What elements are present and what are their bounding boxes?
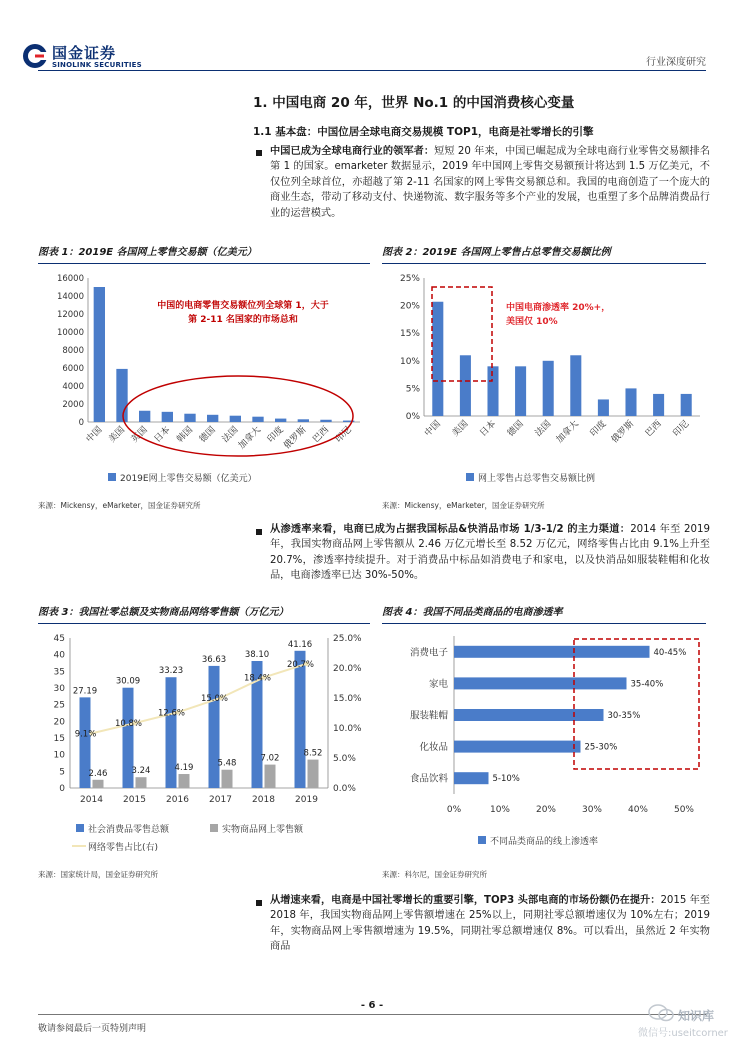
y-tick-label: 25% [399,274,420,284]
report-type-tag: 行业深度研究 [646,57,706,68]
bullet-icon [256,150,262,156]
data-label-online-share: 18.4% [243,673,272,684]
data-label: 35-40% [630,679,664,690]
x-tick-label: 加拿大 [554,419,581,446]
category-label: 消费电子 [409,647,448,659]
bar-德国 [207,415,218,422]
bar-online-retail-2018 [265,765,276,788]
x-tick-label: 40% [627,805,649,815]
y-tick-label: 40 [53,650,65,661]
wechat-watermark-icon [648,1004,674,1022]
bullet-icon [256,529,262,535]
data-label-online-share: 10.8% [114,719,143,730]
bar-巴西 [320,420,331,422]
bar-美国 [460,355,471,416]
sinolink-logo-icon [22,43,48,69]
bar-食品饮料 [454,772,489,784]
data-label: 25-30% [584,742,618,753]
x-tick-label: 印尼 [671,419,692,439]
legend-label: 网上零售占总零售交易额比例 [478,474,596,484]
x-tick-label: 日本 [152,425,173,445]
paragraph-leader [270,144,710,221]
y2-tick-label: 10.0% [333,724,362,734]
x-tick-label: 德国 [197,425,218,445]
figure-3-chart [38,626,370,866]
footer-divider [38,1014,706,1015]
bar-英国 [139,411,150,422]
bar-online-retail-2015 [136,777,147,788]
bar-美国 [116,369,127,422]
bullet-icon [256,900,262,906]
watermark-account: 微信号:useitcorner [638,1028,728,1039]
y2-tick-label: 20.0% [333,664,362,674]
figure-2-source: 来源：Mickensy，eMarketer，国金证券研究所 [382,501,545,510]
bar-加拿大 [570,355,581,416]
figure-4-source: 来源：科尔尼，国金证券研究所 [382,870,487,879]
data-label-retail-total: 36.63 [201,654,227,665]
x-tick-label: 2014 [80,795,103,805]
bar-online-retail-2019 [308,760,319,788]
y-tick-label: 15 [53,734,65,744]
y-tick-label: 25 [53,700,65,711]
legend-label-online-retail: 实物商品网上零售额 [222,825,304,835]
data-label: 5-10% [492,774,520,785]
x-tick-label: 英国 [129,425,150,445]
paragraph-lead: 中国已成为全球电商行业的领军者： [270,146,435,157]
data-label-online-share: 12.6% [157,708,186,719]
figure-3-source: 来源：国家统计局，国金证券研究所 [38,870,158,879]
x-tick-label: 中国 [423,419,443,439]
y-tick-label: 20 [53,717,65,728]
bar-法国 [230,416,241,422]
x-tick-label: 法国 [533,419,554,439]
x-tick-label: 德国 [505,419,526,439]
figure-3-title: 图表 3：我国社零总额及实物商品网络零售额（万亿元） [38,607,289,618]
data-label-online-retail: 7.02 [260,753,280,764]
bar-德国 [515,366,526,416]
y-tick-label: 4000 [62,382,84,392]
y-tick-label: 20% [399,301,420,312]
x-tick-label: 10% [489,805,511,815]
x-tick-label: 加拿大 [236,425,264,452]
data-label-online-share: 20.7% [286,659,315,670]
y-tick-label: 16000 [56,274,84,284]
legend-swatch [478,836,486,844]
x-tick-label: 巴西 [311,425,332,445]
annotation-line-2: 第 2-11 名国家的市场总和 [188,315,298,325]
bar-中国 [432,302,443,416]
x-tick-label: 2018 [252,795,275,805]
bar-加拿大 [252,417,263,422]
figure-4-rule [382,623,706,624]
figure-2-title: 图表 2：2019E 各国网上零售占总零售交易额比例 [382,247,611,258]
y-tick-label: 10000 [56,328,84,338]
y-tick-label: 2000 [62,400,84,410]
bar-消费电子 [454,646,650,658]
bar-印尼 [681,394,692,416]
data-label-online-retail: 8.52 [303,748,323,759]
x-tick-label: 20% [535,805,557,815]
bar-online-retail-2014 [93,780,104,788]
figure-1-title: 图表 1：2019E 各国网上零售交易额（亿美元） [38,247,257,258]
bar-印度 [275,419,286,422]
figure-2-rule [382,263,706,264]
x-tick-label: 法国 [220,425,241,445]
bar-巴西 [653,394,664,416]
y-tick-label: 35 [53,667,65,678]
x-tick-label: 日本 [478,419,499,439]
x-tick-label: 30% [581,805,603,815]
section-subtitle: 1.1 基本盘：中国位居全球电商交易规模 TOP1，电商是社零增长的引擎 [253,126,594,138]
x-tick-label: 俄罗斯 [609,419,637,446]
legend-swatch [108,473,116,481]
x-tick-label: 巴西 [643,419,664,439]
y2-tick-label: 25.0% [333,634,362,644]
figure-1-source: 来源：Mickensy，eMarketer，国金证券研究所 [38,501,201,510]
y-tick-label: 45 [53,634,65,644]
figure-4-title: 图表 4：我国不同品类商品的电商渗透率 [382,607,563,618]
y-tick-label: 5% [405,384,420,395]
figure-3-rule [38,623,370,624]
figure-4-chart [382,626,706,866]
bar-印度 [598,399,609,416]
bar-家电 [454,677,627,689]
paragraph-lead: 从增速来看，电商是中国社零增长的重要引擎，TOP3 头部电商的市场份额仍在提升： [270,895,661,906]
y-tick-label: 0% [405,412,420,422]
y-tick-label: 10 [53,750,65,761]
legend-swatch-online-retail [210,824,218,832]
y-tick-label: 6000 [62,364,84,374]
section-title: 1. 中国电商 20 年，世界 No.1 的中国消费核心变量 [253,95,575,111]
x-tick-label: 2019 [295,795,318,805]
x-tick-label: 2016 [166,795,189,805]
data-label-online-share: 15.0% [200,694,229,704]
y-tick-label: 10% [399,356,420,367]
category-label: 家电 [428,678,448,690]
bar-日本 [162,412,173,422]
data-label-retail-total: 27.19 [72,686,98,697]
watermark-brand: 知识库 [678,1009,715,1023]
x-tick-label: 俄罗斯 [282,425,309,452]
paragraph-growth [270,893,710,955]
x-tick-label: 50% [673,805,695,815]
data-label-online-retail: 2.46 [88,768,108,779]
data-label: 30-35% [607,711,641,721]
bar-中国 [94,287,105,422]
category-label: 服装鞋帽 [409,710,448,722]
figure-2-chart [382,266,706,496]
y-tick-label: 14000 [56,292,84,302]
logo-chinese-name: 国金证券 [52,44,117,62]
y-tick-label: 30 [53,684,65,694]
header-divider [38,70,706,71]
y-tick-label: 5 [59,767,65,778]
category-label: 食品饮料 [409,773,448,785]
x-tick-label: 0% [446,805,462,815]
x-tick-label: 韩国 [175,425,196,445]
data-label-retail-total: 30.09 [115,676,141,687]
y-tick-label: 0 [78,418,84,428]
x-tick-label: 2015 [123,795,146,805]
bar-韩国 [184,414,195,422]
legend-label-retail-total: 社会消费品零售总额 [88,825,170,835]
bar-化妆品 [454,741,581,753]
figure-1-chart [38,266,370,496]
bar-俄罗斯 [298,419,309,422]
x-tick-label: 美国 [450,419,471,439]
y-tick-label: 15% [399,329,420,340]
bar-online-retail-2016 [179,774,190,788]
x-tick-label: 印尼 [333,425,354,445]
legend-label-online-share: 网络零售占比(右) [88,843,159,853]
paragraph-lead: 从渗透率来看，电商已成为占据我国标品&快消品市场 1/3-1/2 的主力渠道： [270,524,631,535]
data-label-online-retail: 4.19 [174,763,194,774]
paragraph-body: 2015 年至 2018 年，我国实物商品网上零售额增速在 25%以上，同期社零总额增速仅为 10%左右；2019 年，实物商品网上零售额增速为 19.5%，同期社零总额增速仅 8%。可以看出，虽然近 2 年实物商品 [270,895,710,953]
category-label: 化妆品 [419,742,448,754]
data-label: 40-45% [653,647,687,658]
x-tick-label: 美国 [107,425,128,445]
legend-swatch-retail-total [76,824,84,832]
annotation-line-1: 中国电商渗透率 20%+， [506,303,611,313]
bar-服装鞋帽 [454,709,604,721]
data-label-online-retail: 3.24 [131,766,151,777]
data-label-retail-total: 41.16 [287,639,313,650]
annotation-line-1: 中国的电商零售交易额位列全球第 1，大于 [157,301,329,311]
y2-tick-label: 5.0% [333,754,356,764]
bar-俄罗斯 [625,388,636,416]
bar-retail-total-2017 [209,666,220,788]
y-tick-label: 8000 [62,346,84,356]
logo-english-name: SINOLINK SECURITIES [52,61,142,69]
paragraph-body: 短短 20 年来，中国已崛起成为全球电商行业零售交易额排名第 1 的国家。emarketer 数据显示，2019 年中国网上零售交易额预计将达到 1.5 万亿美元，不仅位列全球首位，亦超越了第 2-11 名国家的网上零售交易额总和。我国的电商创造了一个庞大的商业生态，带动了移动支付、快递物流、数字服务等多个产业的发展，也重塑了多个品牌消费品行业的运营模式。 [270,146,710,219]
legend-swatch [466,473,474,481]
bar-retail-total-2019 [295,651,306,788]
x-tick-label: 印度 [265,425,286,445]
x-tick-label: 2017 [209,795,232,805]
bar-online-retail-2017 [222,770,233,788]
annotation-line-2: 美国仅 10% [506,317,558,327]
data-label-online-share: 9.1% [74,729,97,740]
legend-label: 不同品类商品的线上渗透率 [490,837,599,847]
figure-1-rule [38,263,370,264]
data-label-retail-total: 33.23 [158,666,184,677]
x-tick-label: 印度 [588,419,609,439]
page-number: - 6 - [360,1000,384,1011]
y2-tick-label: 15.0% [333,694,362,704]
bar-日本 [487,366,498,416]
y2-tick-label: 0.0% [333,784,356,794]
paragraph-penetration [270,522,710,584]
bar-法国 [543,361,554,416]
disclaimer-note: 敬请参阅最后一页特别声明 [38,1024,147,1034]
paragraph-body: 2014 年至 2019 年，我国实物商品网上零售额从 2.46 万亿元增长至 8.52 万亿元，网络零售占比由 9.1%上升至 20.7%，渗透率持续提升。对于消费品中标品如消费电子和家电，以及快消品如服装鞋帽和化妆品，电商渗透率已达 30%-50%。 [270,524,710,582]
data-label-online-retail: 5.48 [217,758,237,769]
data-label-retail-total: 38.10 [244,650,270,660]
y-tick-label: 12000 [56,310,84,320]
y-tick-label: 0 [59,784,65,794]
x-tick-label: 中国 [84,425,105,445]
legend-label: 2019E网上零售交易额（亿美元） [120,474,257,484]
